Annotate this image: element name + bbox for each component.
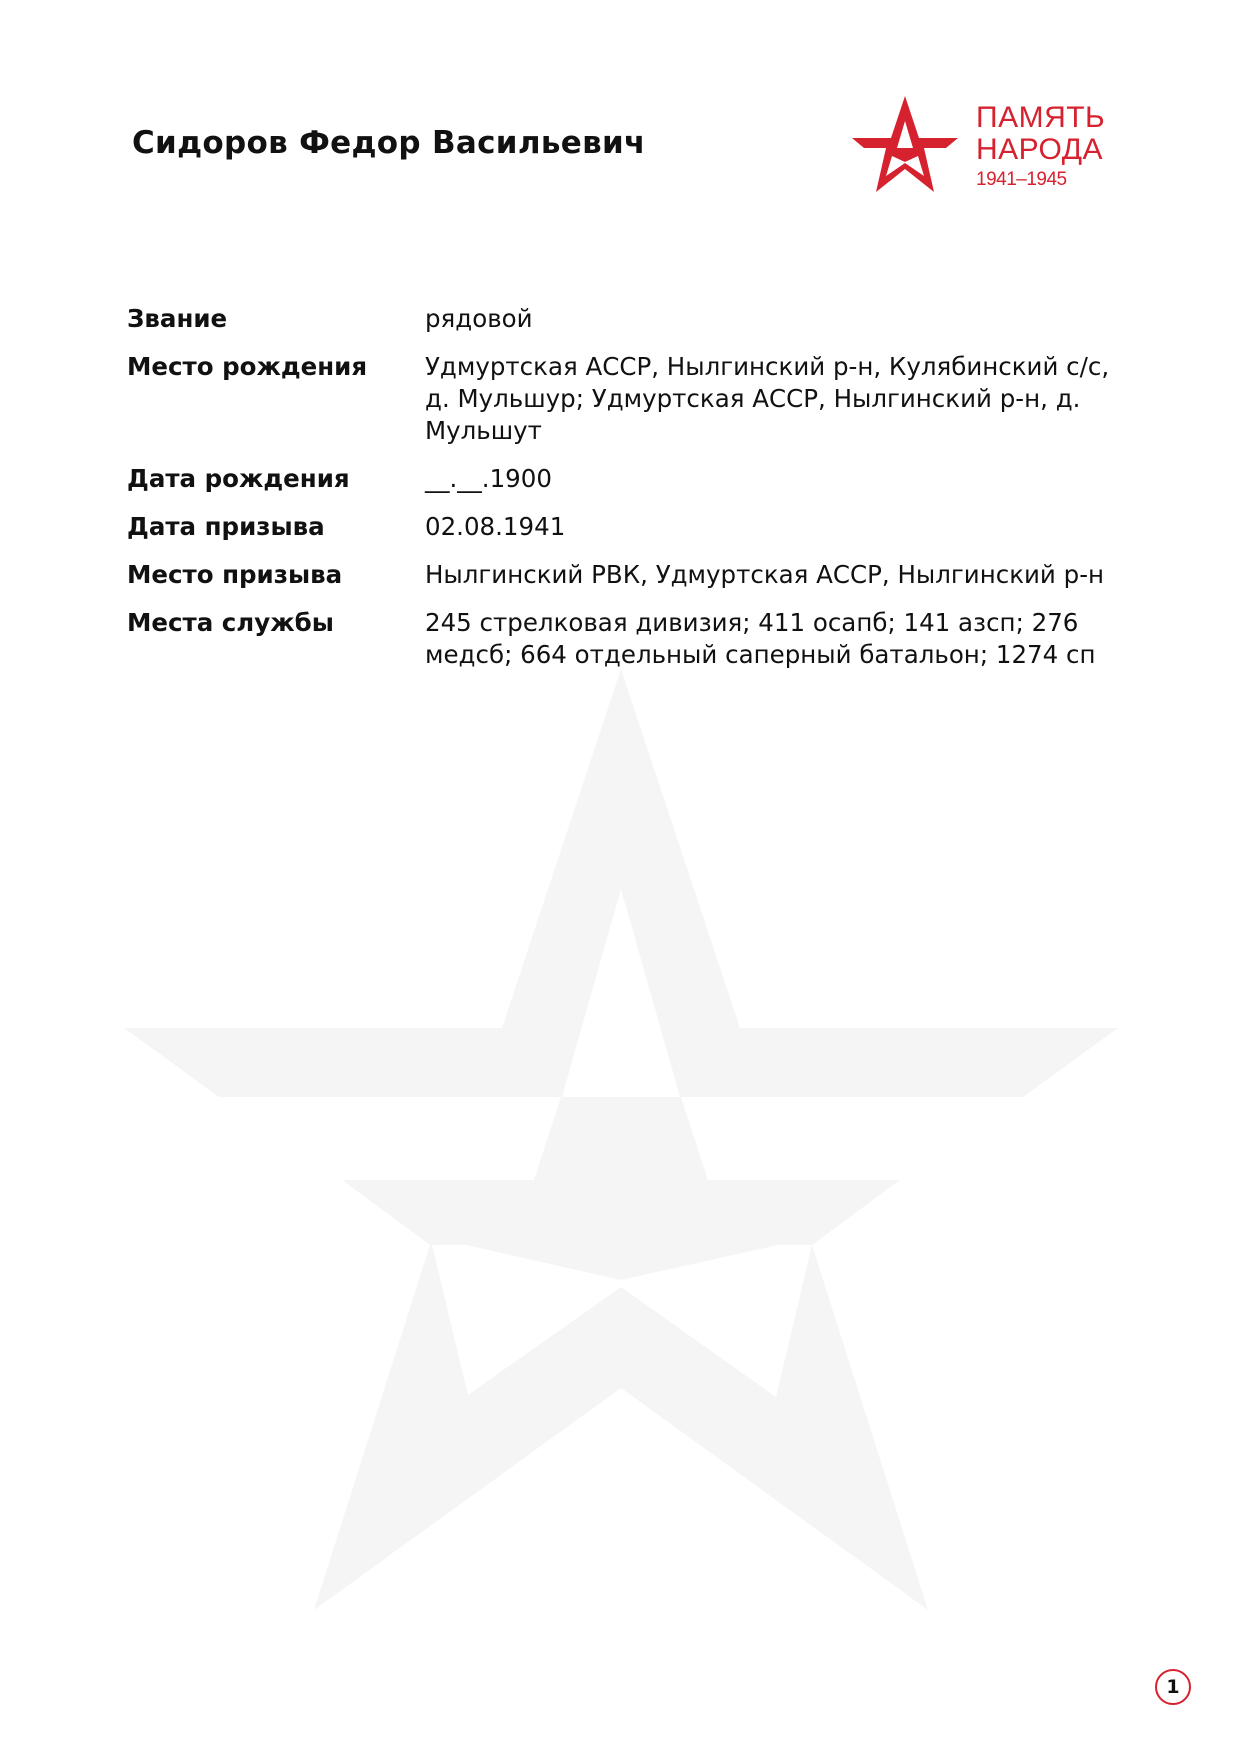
field-label: Место рождения: [127, 352, 368, 381]
field-value: рядовой: [425, 304, 533, 333]
field-row-conscription-place: [127, 559, 1117, 607]
logo-years: 1941–1945: [976, 169, 1067, 190]
page-number-badge: 1: [1155, 1669, 1191, 1705]
field-label: Звание: [127, 304, 228, 333]
field-value: 02.08.1941: [425, 512, 566, 541]
field-label: Место призыва: [127, 560, 343, 589]
field-value: 245 стрелковая дивизия; 411 осапб; 141 азсп; 276 медсб; 664 отдельный саперный батальон; 1274 сп: [425, 608, 1096, 669]
logo-line-2: НАРОДА: [976, 133, 1104, 166]
memory-of-people-logo: [852, 96, 1122, 196]
field-row-birthplace: [127, 351, 1117, 463]
field-value: Удмуртская АССР, Нылгинский р-н, Кулябинский с/с, д. Мульшур; Удмуртская АССР, Нылгинский р-н, д. Мульшут: [425, 352, 1110, 445]
field-row-conscription-date: [127, 511, 1117, 559]
logo-text: [976, 102, 1105, 192]
field-row-service-places: [127, 607, 1117, 687]
field-label: Дата рождения: [127, 464, 350, 493]
logo-line-1: ПАМЯТЬ: [976, 101, 1106, 134]
person-details-table: [127, 303, 1117, 687]
field-value: Нылгинский РВК, Удмуртская АССР, Нылгинский р-н: [425, 560, 1105, 589]
field-label: Места службы: [127, 608, 334, 637]
person-name: Сидоров Федор Васильевич: [132, 125, 646, 161]
field-row-birth-date: [127, 463, 1117, 511]
field-label: Дата призыва: [127, 512, 325, 541]
star-icon: [852, 96, 958, 196]
field-row-rank: [127, 303, 1117, 351]
field-value: __.__.1900: [425, 464, 552, 493]
